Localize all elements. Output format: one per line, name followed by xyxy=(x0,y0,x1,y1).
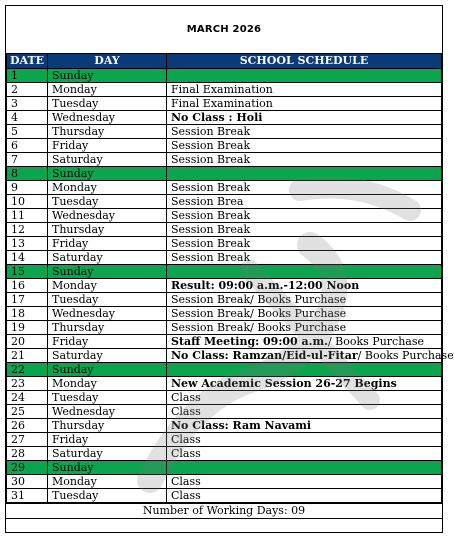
date-cell: 17 xyxy=(7,293,48,307)
sunday-row xyxy=(7,167,442,181)
day-cell: Thursday xyxy=(48,419,167,433)
day-cell: Friday xyxy=(48,139,167,153)
working-days-footer: Number of Working Days: 09 xyxy=(6,503,442,518)
date-cell: 28 xyxy=(7,447,48,461)
day-cell: Tuesday xyxy=(48,489,167,503)
schedule-cell xyxy=(167,97,442,111)
date-cell: 29 xyxy=(7,461,48,475)
table-row xyxy=(7,293,442,307)
schedule-cell xyxy=(167,69,442,83)
date-cell: 1 xyxy=(7,69,48,83)
date-cell: 5 xyxy=(7,125,48,139)
table-row xyxy=(7,195,442,209)
schedule-text: Session Brea xyxy=(171,195,244,208)
table-row xyxy=(7,83,442,97)
day-cell: Tuesday xyxy=(48,97,167,111)
day-cell: Friday xyxy=(48,335,167,349)
schedule-cell xyxy=(167,237,442,251)
table-header-row xyxy=(7,54,442,69)
date-cell: 20 xyxy=(7,335,48,349)
schedule-text: Session Break xyxy=(171,181,251,194)
date-cell: 22 xyxy=(7,363,48,377)
schedule-text: Final Examination xyxy=(171,83,273,96)
schedule-text: Session Break/ Books Purchase xyxy=(171,307,347,320)
blank-row xyxy=(6,518,442,532)
table-row xyxy=(7,475,442,489)
table-row xyxy=(7,97,442,111)
schedule-cell xyxy=(167,279,442,293)
schedule-text: Class xyxy=(171,447,201,460)
date-cell: 13 xyxy=(7,237,48,251)
calendar-sheet xyxy=(5,5,454,533)
date-cell: 10 xyxy=(7,195,48,209)
date-cell: 24 xyxy=(7,391,48,405)
schedule-text: No Class: Ramzan/Eid-ul-Fitar xyxy=(171,349,358,362)
schedule-cell xyxy=(167,167,442,181)
schedule-text: Session Break xyxy=(171,251,251,264)
date-cell: 21 xyxy=(7,349,48,363)
day-cell: Wednesday xyxy=(48,209,167,223)
day-cell: Friday xyxy=(48,433,167,447)
schedule-cell xyxy=(167,251,442,265)
date-cell: 26 xyxy=(7,419,48,433)
schedule-text: Session Break/ Books Purchase xyxy=(171,321,347,334)
sunday-row xyxy=(7,69,442,83)
date-cell: 8 xyxy=(7,167,48,181)
schedule-text: Class xyxy=(171,475,201,488)
schedule-text: Session Break xyxy=(171,237,251,250)
table-row xyxy=(7,237,442,251)
date-cell: 14 xyxy=(7,251,48,265)
sunday-row xyxy=(7,461,442,475)
date-cell: 12 xyxy=(7,223,48,237)
schedule-cell xyxy=(167,377,442,391)
day-cell: Tuesday xyxy=(48,195,167,209)
schedule-cell xyxy=(167,181,442,195)
table-row xyxy=(7,251,442,265)
table-row xyxy=(7,335,442,349)
date-cell: 3 xyxy=(7,97,48,111)
date-cell: 16 xyxy=(7,279,48,293)
schedule-cell xyxy=(167,461,442,475)
schedule-text: No Class : Holi xyxy=(171,111,263,124)
schedule-cell xyxy=(167,195,442,209)
schedule-cell xyxy=(167,433,442,447)
schedule-text: Session Break xyxy=(171,139,251,152)
schedule-text: / Books Purchase xyxy=(357,349,454,362)
schedule-text: Class xyxy=(171,391,201,404)
date-cell: 25 xyxy=(7,405,48,419)
schedule-cell xyxy=(167,447,442,461)
table-row xyxy=(7,447,442,461)
page-title: MARCH 2026 xyxy=(186,24,262,35)
day-cell: Sunday xyxy=(48,461,167,475)
date-cell: 9 xyxy=(7,181,48,195)
schedule-text: No Class: Ram Navami xyxy=(171,419,312,432)
table-row xyxy=(7,125,442,139)
schedule-rows xyxy=(7,69,454,503)
day-cell: Sunday xyxy=(48,167,167,181)
table-row xyxy=(7,391,442,405)
day-cell: Thursday xyxy=(48,125,167,139)
table-row xyxy=(7,377,442,391)
schedule-cell xyxy=(167,83,442,97)
schedule-text: Session Break/ Books Purchase xyxy=(171,293,347,306)
schedule-cell xyxy=(167,223,442,237)
date-cell: 6 xyxy=(7,139,48,153)
table-row xyxy=(7,307,442,321)
table-row xyxy=(7,181,442,195)
day-cell: Tuesday xyxy=(48,391,167,405)
date-cell: 31 xyxy=(7,489,48,503)
schedule-text: Session Break xyxy=(171,153,251,166)
schedule-text: Session Break xyxy=(171,209,251,222)
schedule-cell xyxy=(167,111,442,125)
date-cell: 15 xyxy=(7,265,48,279)
date-cell: 19 xyxy=(7,321,48,335)
day-cell: Wednesday xyxy=(48,307,167,321)
schedule-table xyxy=(6,53,454,503)
schedule-cell xyxy=(167,363,442,377)
schedule-text: Result: 09:00 a.m.-12:00 Noon xyxy=(171,279,360,292)
day-cell: Wednesday xyxy=(48,405,167,419)
schedule-cell xyxy=(167,335,442,349)
schedule-text: Session Break xyxy=(171,125,251,138)
day-cell: Sunday xyxy=(48,69,167,83)
day-cell: Sunday xyxy=(48,265,167,279)
schedule-cell xyxy=(167,321,442,335)
schedule-column-header: SCHOOL SCHEDULE xyxy=(167,54,442,69)
day-cell: Thursday xyxy=(48,223,167,237)
date-cell: 30 xyxy=(7,475,48,489)
schedule-cell xyxy=(167,349,454,363)
day-cell: Saturday xyxy=(48,251,167,265)
date-cell: 2 xyxy=(7,83,48,97)
schedule-text: New Academic Session 26-27 Begins xyxy=(171,377,397,390)
day-cell: Saturday xyxy=(48,447,167,461)
sunday-row xyxy=(7,265,442,279)
day-cell: Saturday xyxy=(48,153,167,167)
day-cell: Sunday xyxy=(48,363,167,377)
day-cell: Monday xyxy=(48,83,167,97)
schedule-cell xyxy=(167,489,442,503)
schedule-text: / Books Purchase xyxy=(327,335,425,348)
day-cell: Monday xyxy=(48,475,167,489)
date-cell: 18 xyxy=(7,307,48,321)
table-row xyxy=(7,405,442,419)
table-row xyxy=(7,223,442,237)
table-row xyxy=(7,349,442,363)
schedule-cell xyxy=(167,125,442,139)
day-cell: Thursday xyxy=(48,321,167,335)
day-cell: Wednesday xyxy=(48,111,167,125)
schedule-cell xyxy=(167,419,442,433)
date-cell: 27 xyxy=(7,433,48,447)
table-row xyxy=(7,419,442,433)
day-cell: Saturday xyxy=(48,349,167,363)
table-row xyxy=(7,111,442,125)
date-cell: 23 xyxy=(7,377,48,391)
day-cell: Tuesday xyxy=(48,293,167,307)
date-cell: 4 xyxy=(7,111,48,125)
day-cell: Monday xyxy=(48,181,167,195)
table-row xyxy=(7,489,442,503)
schedule-text: Session Break xyxy=(171,223,251,236)
table-row xyxy=(7,321,442,335)
date-column-header: DATE xyxy=(7,54,48,69)
schedule-text: Class xyxy=(171,405,201,418)
schedule-text: Final Examination xyxy=(171,97,273,110)
schedule-cell xyxy=(167,139,442,153)
schedule-cell xyxy=(167,475,442,489)
schedule-text: Staff Meeting: 09:00 a.m. xyxy=(171,335,328,348)
table-row xyxy=(7,433,442,447)
table-row xyxy=(7,279,442,293)
table-row xyxy=(7,153,442,167)
schedule-cell xyxy=(167,153,442,167)
schedule-cell xyxy=(167,293,442,307)
day-column-header: DAY xyxy=(48,54,167,69)
schedule-cell xyxy=(167,391,442,405)
schedule-cell xyxy=(167,209,442,223)
schedule-text: Class xyxy=(171,489,201,502)
schedule-cell xyxy=(167,307,442,321)
table-row xyxy=(7,139,442,153)
schedule-text: Class xyxy=(171,433,201,446)
date-cell: 7 xyxy=(7,153,48,167)
day-cell: Monday xyxy=(48,279,167,293)
table-row xyxy=(7,209,442,223)
sunday-row xyxy=(7,363,442,377)
schedule-cell xyxy=(167,265,442,279)
day-cell: Friday xyxy=(48,237,167,251)
schedule-cell xyxy=(167,405,442,419)
date-cell: 11 xyxy=(7,209,48,223)
day-cell: Monday xyxy=(48,377,167,391)
